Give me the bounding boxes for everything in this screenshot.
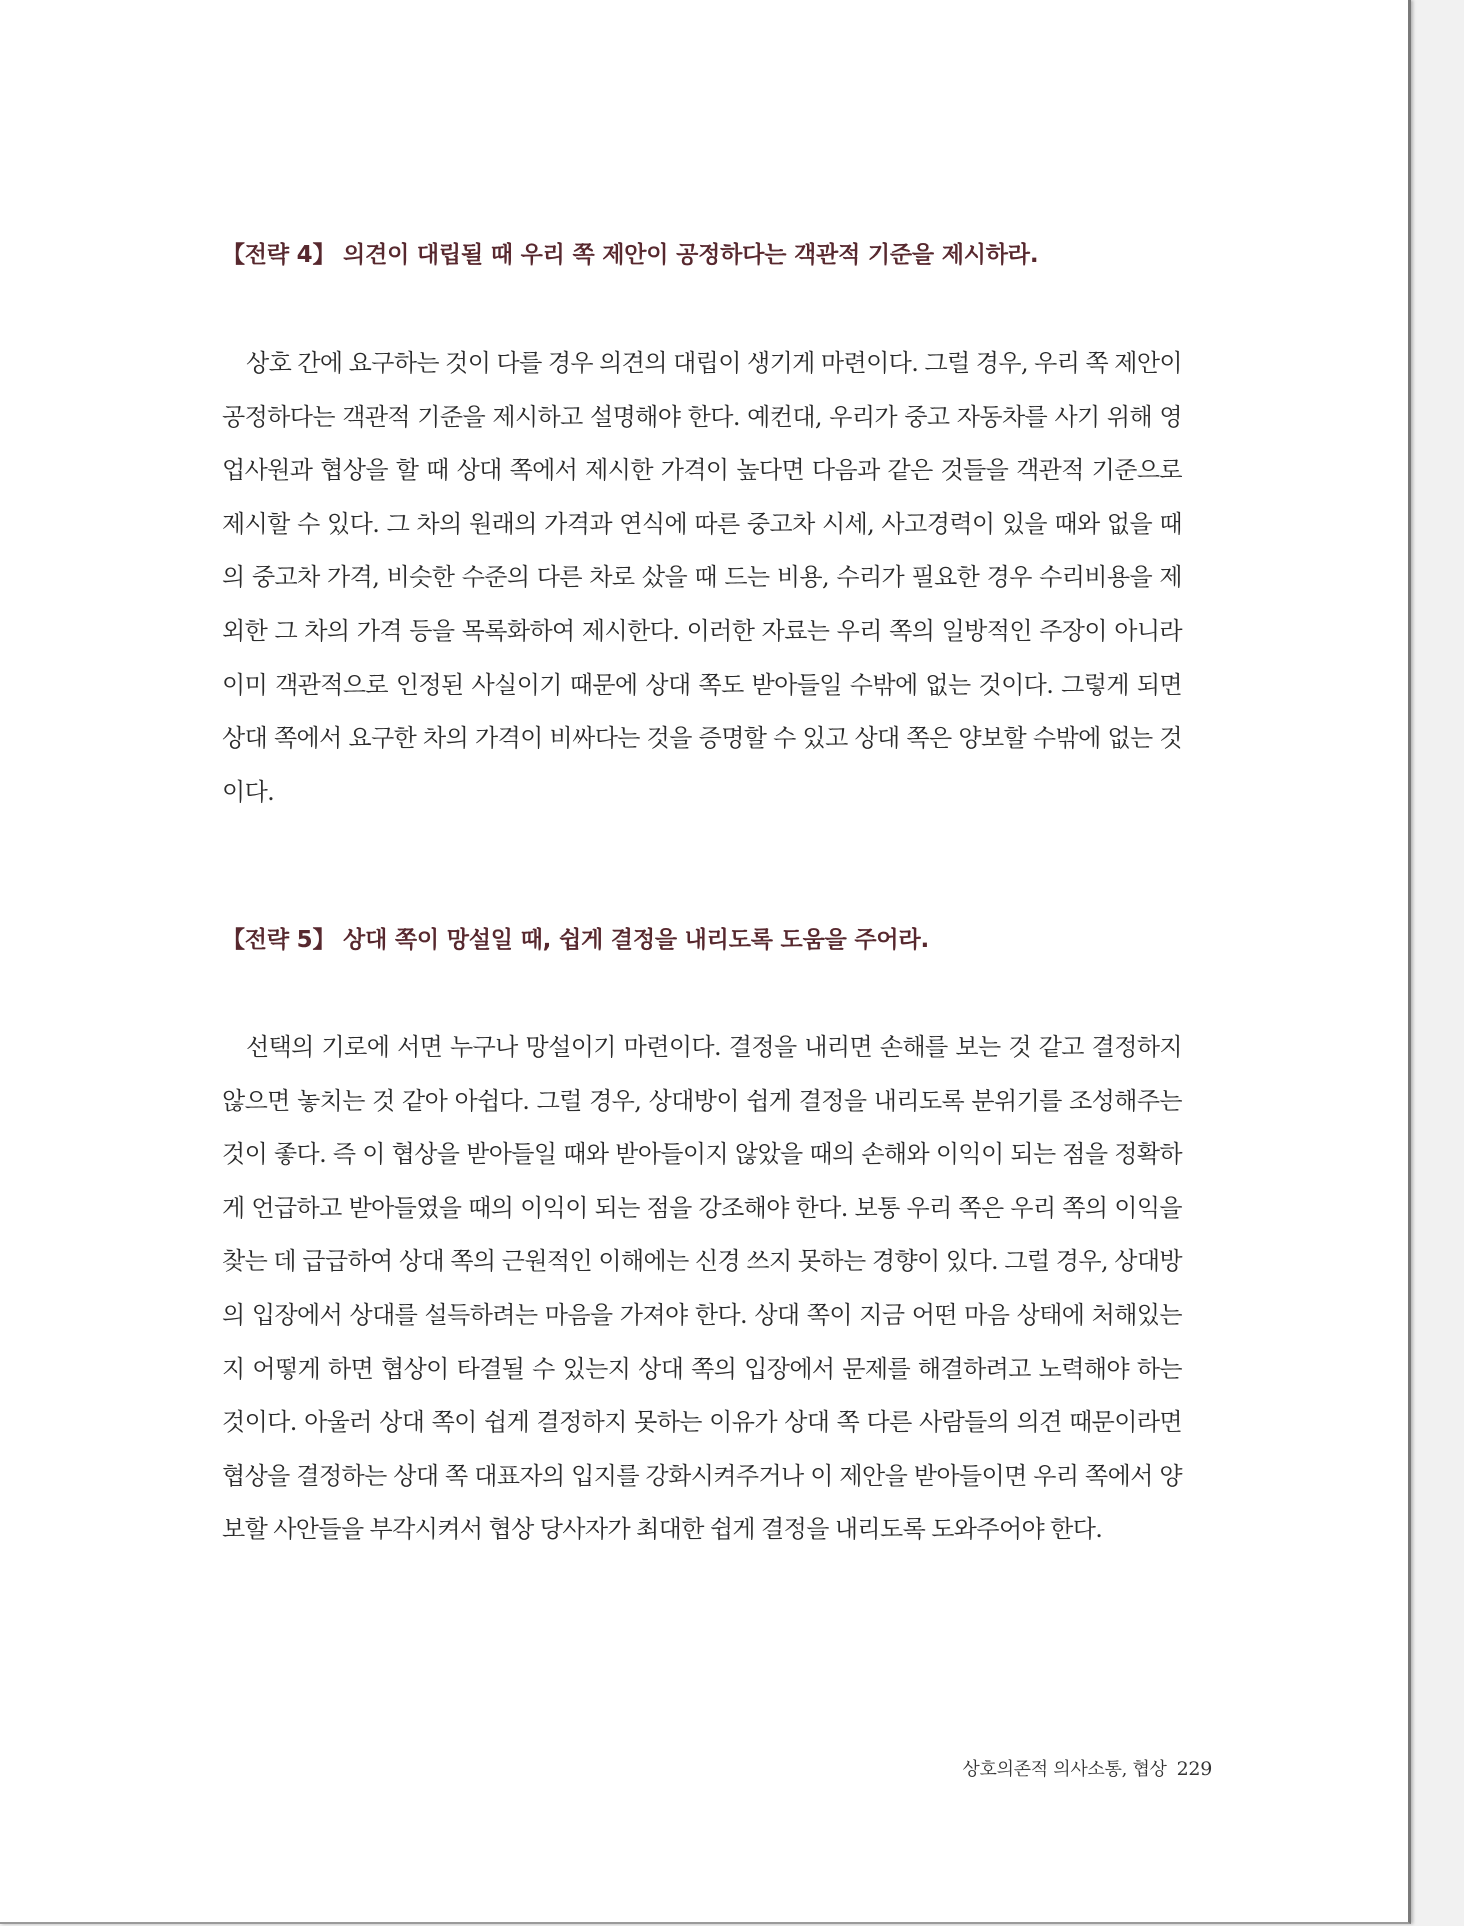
page-number: 229 — [1176, 1758, 1212, 1780]
page-footer — [900, 1755, 1212, 1781]
section-heading-strategy-4: 【전략 4】 의견이 대립될 때 우리 쪽 제안이 공정하다는 객관적 기준을 제시하라. — [222, 242, 1039, 268]
running-title: 상호의존적 의사소통, 협상 — [962, 1759, 1167, 1780]
section-paragraph-strategy-4: 상호 간에 요구하는 것이 다를 경우 의견의 대립이 생기게 마련이다. 그럴 경우, 우리 쪽 제안이 공정하다는 객관적 기준을 제시하고 설명해야 한다. 예컨대, 우리가 중고 자동차를 사기 위해 영업사원과 협상을 할 때 상대 쪽에서 제시한 가격이 높다면 다음과 같은 것들을 객관적 기준으로 제시할 수 있다. 그 차의 원래의 가격과 연식에 따른 중고차 시세, 사고경력이 있을 때와 없을 때의 중고차 가격, 비슷한 수준의 다른 차로 샀을 때 드는 비용, 수리가 필요한 경우 수리비용을 제외한 그 차의 가격 등을 목록화하여 제시한다. 이러한 자료는 우리 쪽의 일방적인 주장이 아니라 이미 객관적으로 인정된 사실이기 때문에 상대 쪽도 받아들일 수밖에 없는 것이다. 그렇게 되면 상대 쪽에서 요구한 차의 가격이 비싸다는 것을 증명할 수 있고 상대 쪽은 양보할 수밖에 없는 것이다. — [222, 349, 1182, 806]
section-paragraph-strategy-5: 선택의 기로에 서면 누구나 망설이기 마련이다. 결정을 내리면 손해를 보는 것 같고 결정하지 않으면 놓치는 것 같아 아쉽다. 그럴 경우, 상대방이 쉽게 결정을 내리도록 분위기를 조성해주는 것이 좋다. 즉 이 협상을 받아들일 때와 받아들이지 않았을 때의 손해와 이익이 되는 점을 정확하게 언급하고 받아들였을 때의 이익이 되는 점을 강조해야 한다. 보통 우리 쪽은 우리 쪽의 이익을 찾는 데 급급하여 상대 쪽의 근원적인 이해에는 신경 쓰지 못하는 경향이 있다. 그럴 경우, 상대방의 입장에서 상대를 설득하려는 마음을 가져야 한다. 상대 쪽이 지금 어떤 마음 상태에 처해있는지 어떻게 하면 협상이 타결될 수 있는지 상대 쪽의 입장에서 문제를 해결하려고 노력해야 하는 것이다. 아울러 상대 쪽이 쉽게 결정하지 못하는 이유가 상대 쪽 다른 사람들의 의견 때문이라면 협상을 결정하는 상대 쪽 대표자의 입지를 강화시켜주거나 이 제안을 받아들이면 우리 쪽에서 양보할 사안들을 부각시켜서 협상 당사자가 최대한 쉽게 결정을 내리도록 도와주어야 한다. — [222, 1033, 1182, 1544]
section-heading-strategy-5: 【전략 5】 상대 쪽이 망설일 때, 쉽게 결정을 내리도록 도움을 주어라. — [222, 927, 930, 953]
